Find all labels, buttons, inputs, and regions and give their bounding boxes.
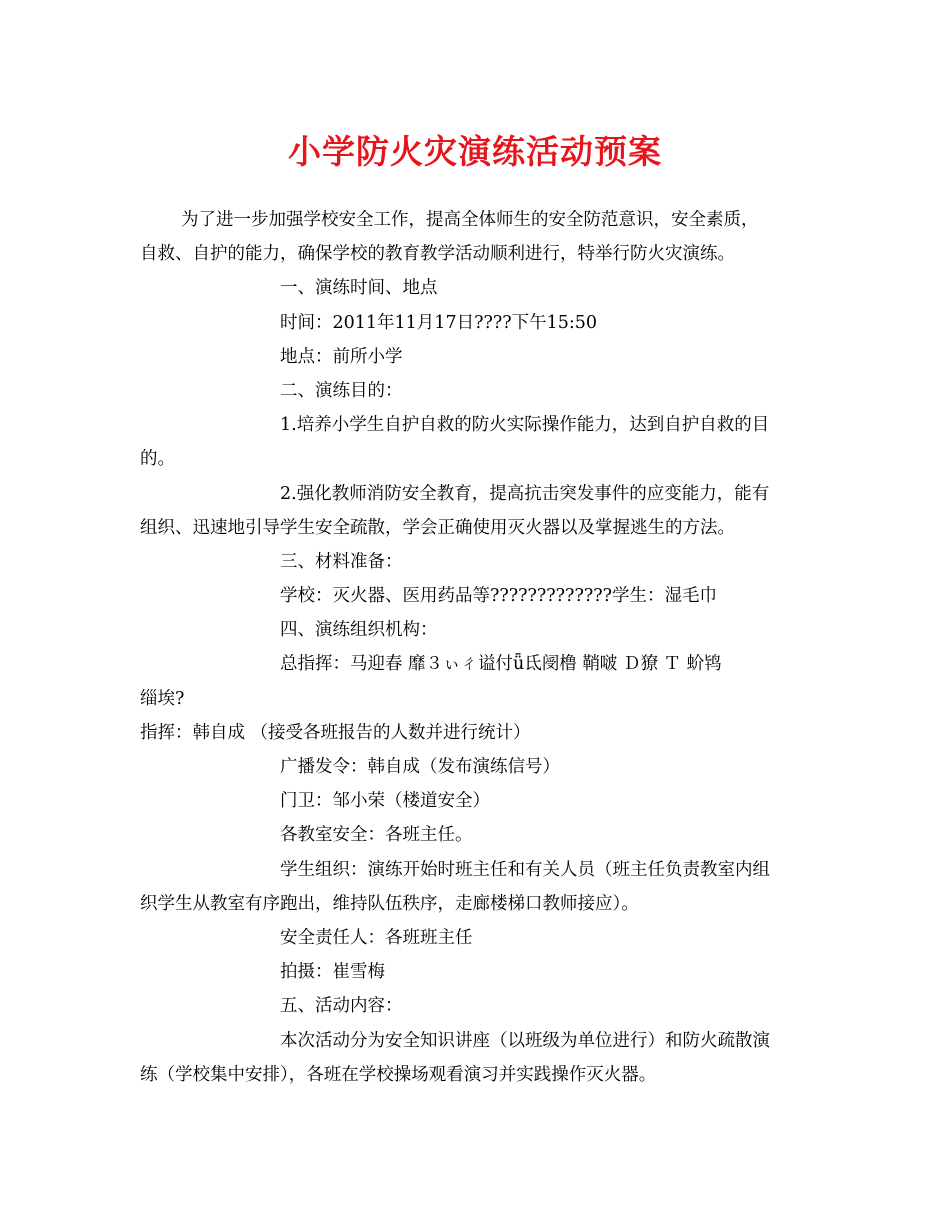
activity-line-1: 本次活动分为安全知识讲座（以班级为单位进行）和防火疏散演 [280, 1030, 770, 1051]
safety-officer-line: 安全责任人：各班班主任 [280, 927, 473, 948]
materials-line: 学校：灭火器、医用药品等?????????????学生：湿毛巾 [280, 586, 717, 607]
broadcast-line: 广播发令：韩自成（发布演练信号） [280, 757, 560, 777]
section-heading-purpose: 二、演练目的： [280, 380, 403, 401]
document-title: 小学防火灾演练活动预案 [288, 132, 662, 171]
commander-line-2: 缁埃? [140, 688, 185, 709]
place-line: 地点：前所小学 [280, 346, 403, 367]
photographer-line: 拍摄：崔雪梅 [280, 962, 385, 983]
section-heading-activity: 五、活动内容： [280, 996, 403, 1017]
paragraph-intro-line-1: 为了进一步加强学校安全工作，提高全体师生的安全防范意识，安全素质， [181, 210, 759, 230]
paragraph-intro-line-2: 自救、自护的能力，确保学校的教育教学活动顺利进行，特举行防火灾演练。 [140, 244, 735, 265]
classroom-safety-line: 各教室安全：各班主任。 [280, 825, 473, 846]
section-heading-time-place: 一、演练时间、地点 [280, 278, 438, 299]
commander-line-1: 总指挥：马迎春 靡３ぃㄔ谥付ǖ氐阌橹 鞘啵 Ｄ獠 Ｔ 蚧鸨 [280, 654, 722, 675]
purpose-item-2-line-1: 2.强化教师消防安全教育，提高抗击突发事件的应变能力，能有 [280, 483, 770, 504]
section-heading-organization: 四、演练组织机构： [280, 620, 438, 641]
document-body [140, 203, 812, 1092]
student-organization-line-2: 织学生从教室有序跑出，维持队伍秩序，走廊楼梯口教师接应）。 [140, 893, 639, 914]
activity-line-2: 练（学校集中安排），各班在学校操场观看演习并实践操作灭火器。 [140, 1064, 657, 1085]
director-line: 指挥：韩自成 （接受各班报告的人数并进行统计） [140, 722, 531, 743]
purpose-item-2-line-2: 组织、迅速地引导学生安全疏散，学会正确使用灭火器以及掌握逃生的方法。 [140, 517, 735, 538]
gatekeeper-line: 门卫：邹小荣（楼道安全） [280, 791, 490, 812]
student-organization-line-1: 学生组织：演练开始时班主任和有关人员（班主任负责教室内组 [280, 859, 770, 880]
section-heading-materials: 三、材料准备： [280, 551, 403, 572]
time-line: 时间：2011年11月17日????下午15:50 [280, 312, 598, 333]
purpose-item-1-line-2: 的。 [140, 449, 175, 470]
purpose-item-1-line-1: 1.培养小学生自护自救的防火实际操作能力，达到自护自救的目 [280, 415, 770, 436]
